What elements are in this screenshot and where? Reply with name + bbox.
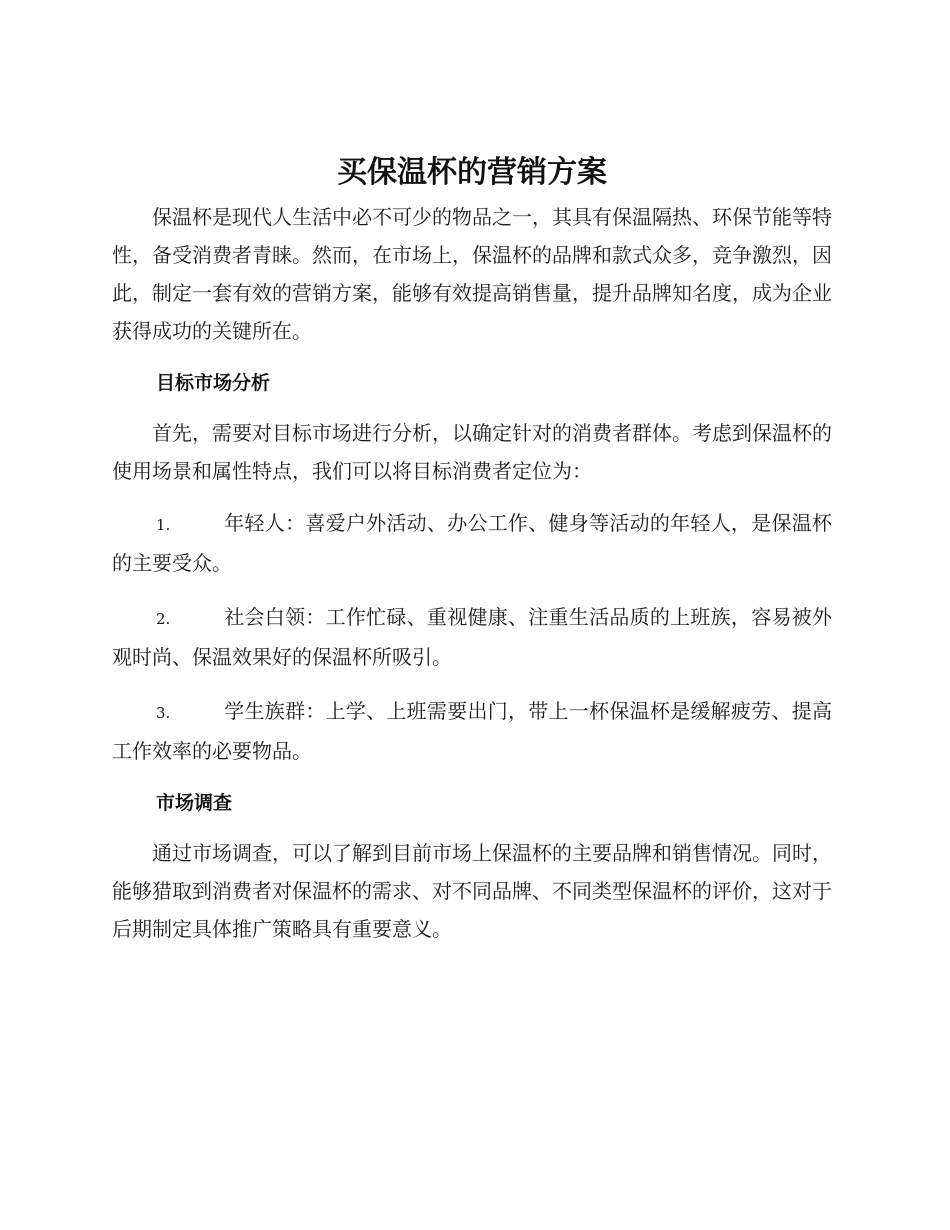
document-title: 买保温杯的营销方案 [337,155,607,190]
list-item [112,504,832,582]
section-heading-market-research: 市场调查 [156,792,233,814]
list-number: 2. [156,610,171,628]
intro-paragraph: 保温杯是现代人生活中必不可少的物品之一，其具有保温隔热、环保节能等特性，备受消费者青睐。然而，在市场上，保温杯的品牌和款式众多，竞争激烈，因此，制定一套有效的营销方案，能够有效提高销售量，提升品牌知名度，成为企业获得成功的关键所在。 [112,205,832,343]
list-number: 3. [156,704,171,722]
list-number: 1. [156,516,171,534]
market-research-paragraph: 通过市场调查，可以了解到目前市场上保温杯的主要品牌和销售情况。同时，能够猎取到消费者对保温杯的需求、对不同品牌、不同类型保温杯的评价，这对于后期制定具体推广策略具有重要意义。 [112,841,832,941]
list-item-text: 学生族群：上学、上班需要出门，带上一杯保温杯是缓解疲劳、提高工作效率的必要物品。 [112,699,832,763]
list-item [112,598,832,676]
list-item-text: 社会白领：工作忙碌、重视健康、注重生活品质的上班族，容易被外观时尚、保温效果好的保温杯所吸引。 [112,605,832,669]
list-item-text: 年轻人：喜爱户外活动、办公工作、健身等活动的年轻人，是保温杯的主要受众。 [112,511,832,575]
section-heading-target-market: 目标市场分析 [156,372,271,394]
target-market-paragraph: 首先，需要对目标市场进行分析，以确定针对的消费者群体。考虑到保温杯的使用场景和属性特点，我们可以将目标消费者定位为： [112,421,832,483]
list-item [112,692,832,770]
document-page [112,150,832,948]
